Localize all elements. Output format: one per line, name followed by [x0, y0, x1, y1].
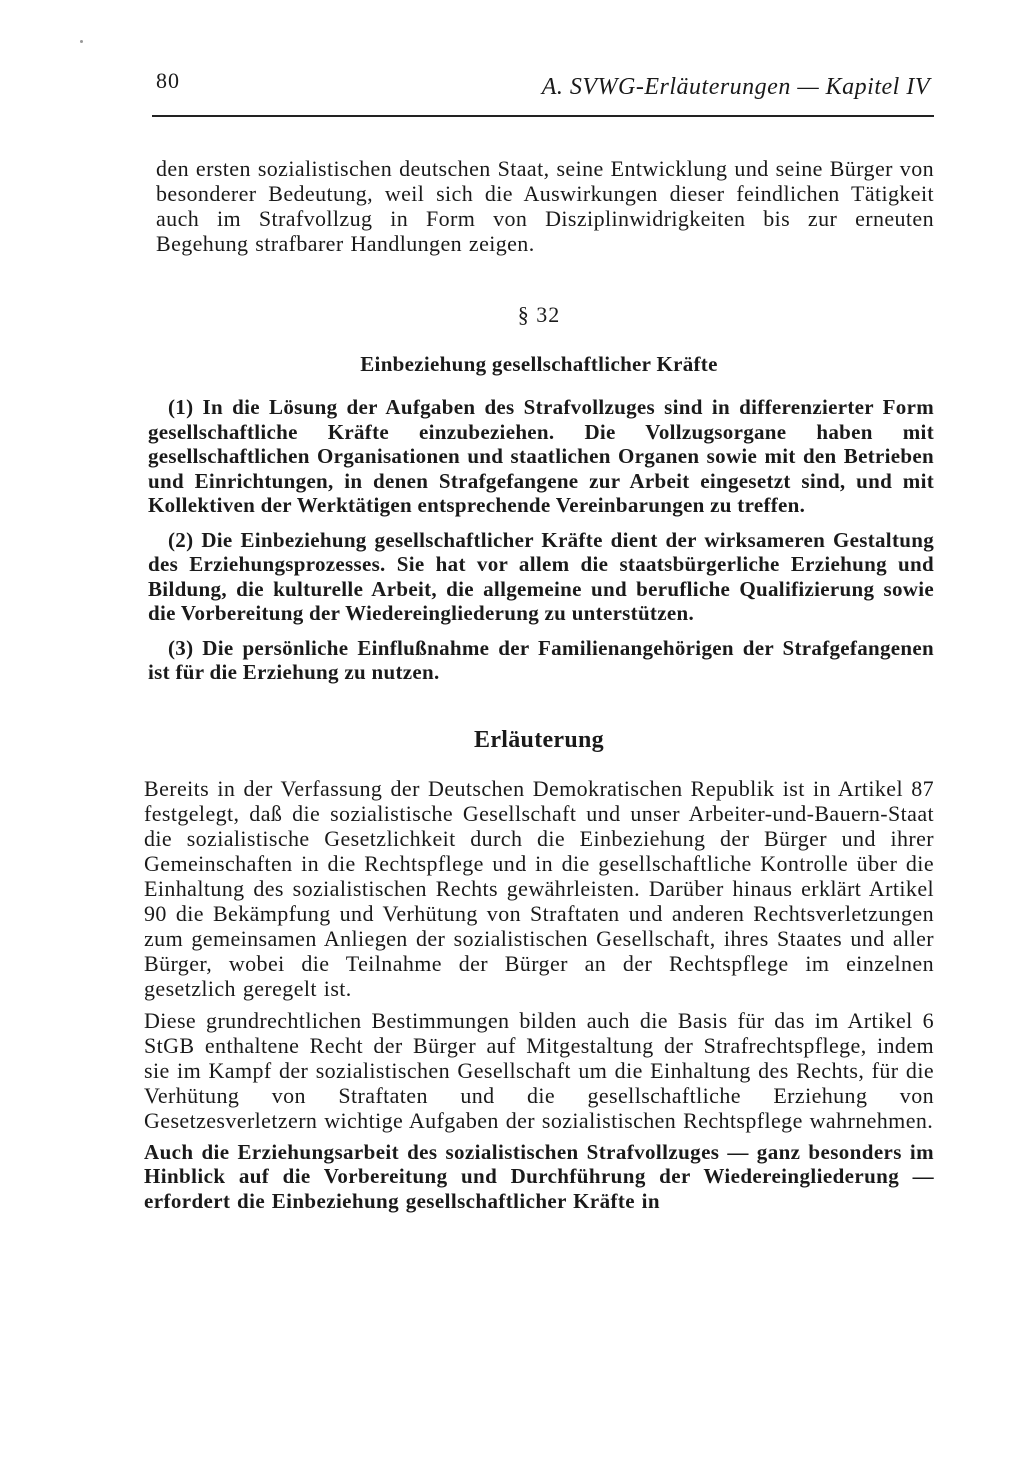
page-number: 80	[156, 68, 180, 93]
law-text	[148, 395, 934, 685]
running-head: A. SVWG-Erläuterungen — Kapitel IV	[541, 74, 930, 100]
section-title: Einbeziehung gesellschaftlicher Kräfte	[360, 352, 718, 376]
explanation-text	[144, 776, 934, 1214]
explanation-heading: Erläuterung	[474, 726, 604, 753]
law-paragraph-3: (3) Die persönliche Einflußnahme der Familienangehörigen der Strafgefangenen ist für die Erziehung zu nutzen.	[148, 635, 934, 684]
page-header	[144, 60, 934, 100]
scan-speck	[80, 40, 83, 43]
explanation-paragraph-2: Diese grundrechtlichen Bestimmungen bilden auch die Basis für das im Artikel 6 StGB enthaltene Recht der Bürger auf Mitgestaltung der Strafrechtspflege, indem sie im Kampf der sozialistischen Gesellschaft um die Einhaltung des Rechts, für die Verhütung von Straftaten und die gesellschaftliche Erziehung von Gesetzesverletzern wichtige Aufgaben der sozialistischen Rechtspflege wahrnehmen.	[144, 1007, 934, 1133]
law-paragraph-2: (2) Die Einbeziehung gesellschaftlicher Kräfte dient der wirksameren Gestaltung des Erziehungsprozesses. Sie hat vor allem die staatsbürgerliche Erziehung und Bildung, die kulturelle Arbeit, die allgemeine und berufliche Qualifizierung sowie die Vorbereitung der Wiedereingliederung zu unterstützen.	[148, 527, 934, 625]
law-paragraph-1: (1) In die Lösung der Aufgaben des Strafvollzuges sind in differenzierter Form gesellschaftliche Kräfte einzubeziehen. Die Vollzugsorgane haben mit gesellschaftlichen Organisationen und staatlichen Organen sowie mit den Betrieben und Einrichtungen, in denen Strafgefangene zur Arbeit eingesetzt sind, und mit Kollektiven der Werktätigen entsprechende Vereinbarungen zu treffen.	[148, 395, 934, 517]
explanation-paragraph-1: Bereits in der Verfassung der Deutschen Demokratischen Republik ist in Artikel 87 festgelegt, daß die sozialistische Gesellschaft und unser Arbeiter-und-Bauern-Staat die sozialistische Gesetzlichkeit durch die Einbeziehung der Bürger und ihrer Gemeinschaften in die Rechtspflege und in die gesellschaftliche Kontrolle über die Einhaltung des sozialistischen Rechts gewährleisten. Darüber hinaus erklärt Artikel 90 die Bekämpfung und Verhütung von Straftaten und anderen Rechtsverletzungen zum gemeinsamen Anliegen der sozialistischen Gesellschaft, ihres Staates und aller Bürger, wobei die Teilnahme der Bürger an der Rechtspflege im einzelnen gesetzlich geregelt ist.	[144, 775, 934, 1001]
header-rule	[152, 115, 934, 117]
continuation-paragraph: den ersten sozialistischen deutschen Staat, seine Entwicklung und seine Bürger von besonderer Bedeutung, weil sich die Auswirkungen dieser feindlichen Tätigkeit auch im Strafvollzug in Form von Disziplinwidrigkeiten bis zur erneuten Begehung strafbarer Handlungen zeigen.	[156, 156, 934, 256]
explanation-bold-paragraph: Auch die Erziehungsarbeit des sozialistischen Strafvollzuges — ganz besonders im Hinblick auf die Vorbereitung und Durchführung der Wiedereingliederung — erfordert die Einbeziehung gesellschaftlicher Kräfte in	[144, 1139, 934, 1213]
book-page	[144, 60, 934, 1220]
section-mark: § 32	[517, 302, 561, 327]
